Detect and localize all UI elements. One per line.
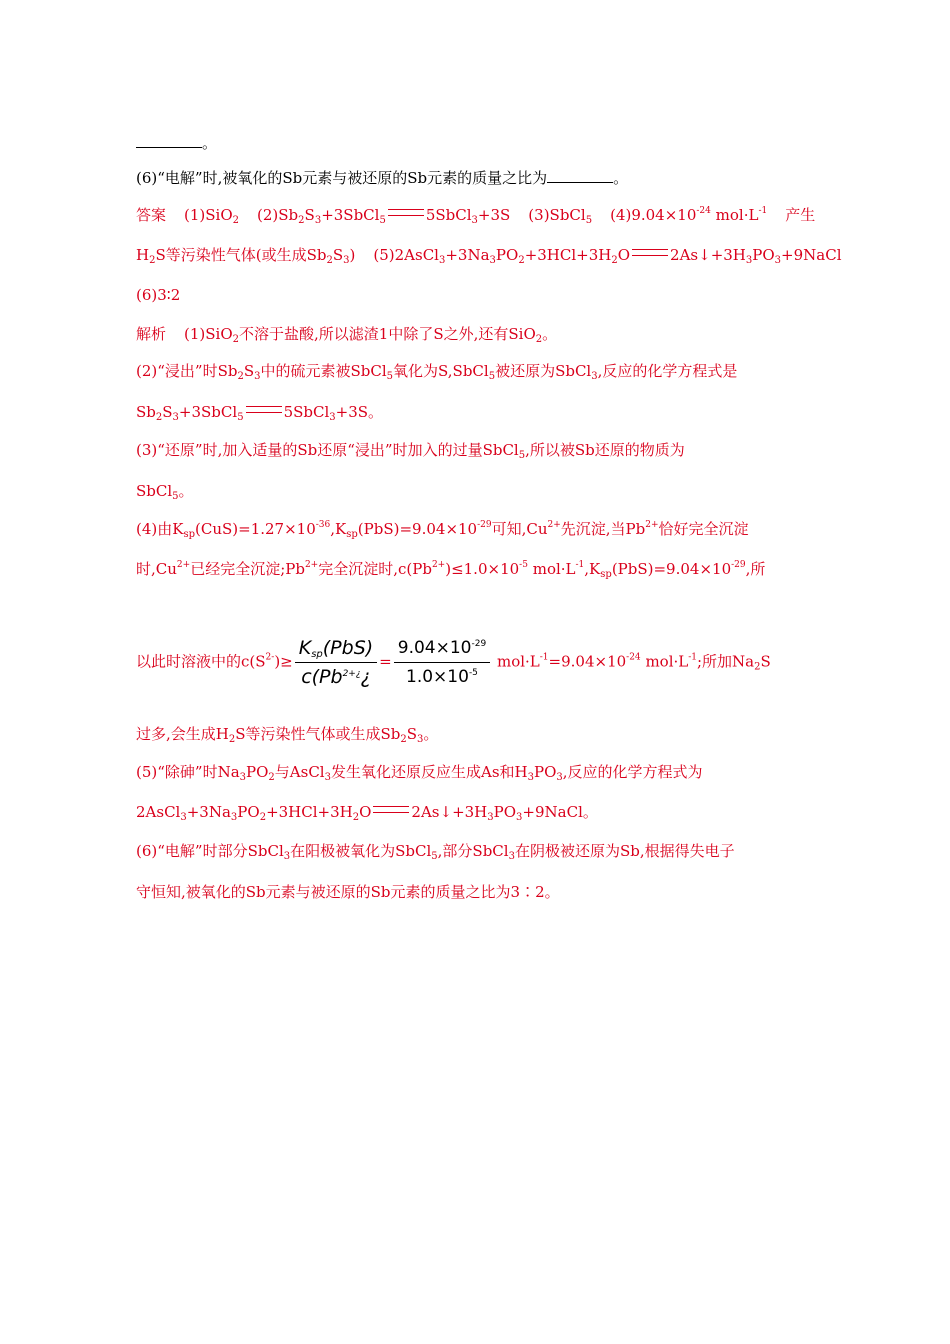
analysis-5-line-1 (136, 762, 703, 782)
analysis-text: 。 (178, 482, 194, 500)
analysis-text: ,K (330, 520, 347, 538)
analysis-text: 时,Cu (136, 560, 177, 578)
answer-text: (6)3∶2 (136, 286, 181, 304)
subscript: 3 (471, 215, 478, 226)
subscript: 2 (268, 772, 275, 783)
analysis-4-line-1 (136, 519, 749, 539)
analysis-2-line-1 (136, 361, 737, 381)
superscript: -24 (696, 206, 711, 216)
answer-text: (4)9.04×10 (610, 206, 697, 224)
subscript: 3 (239, 772, 247, 783)
subscript: 3 (324, 772, 331, 783)
answer-text: (5)2AsCl (373, 246, 439, 264)
question-6 (136, 168, 628, 188)
superscript: -1 (575, 560, 585, 570)
ksp-argument: (PbS) (322, 637, 374, 659)
analysis-text: Sb (136, 403, 156, 421)
analysis-text: S (162, 403, 173, 421)
ksp-fraction (295, 636, 377, 689)
value-fraction (394, 636, 490, 689)
analysis-text: 过多,会生成H (136, 725, 229, 743)
subscript: 2 (535, 334, 543, 345)
subscript: 2 (232, 334, 240, 345)
answer-blank (136, 133, 202, 148)
analysis-text: 2As↓+3H (411, 803, 488, 821)
subscript: 3 (283, 851, 291, 862)
analysis-text: (5)“除砷”时Na (136, 763, 240, 781)
analysis-text: 中的硫元素被SbCl (260, 362, 387, 380)
superscript: -29 (471, 639, 487, 649)
subscript: sp (311, 649, 323, 660)
answer-text: +3HCl+3H (524, 246, 612, 264)
superscript: -29 (477, 520, 492, 530)
ksp-symbol: K (298, 637, 312, 659)
subscript: 5 (172, 491, 179, 502)
analysis-text: (4)由K (136, 520, 184, 538)
analysis-text: =9.04×10 (548, 652, 627, 671)
subscript: 3 (556, 772, 563, 783)
superscript: 2+¿ (342, 669, 361, 679)
subscript: 2 (259, 812, 267, 823)
analysis-text: 可知,Cu (491, 520, 548, 538)
subscript: 2 (149, 255, 156, 266)
superscript: -5 (519, 560, 528, 570)
analysis-text: +3S。 (335, 403, 384, 421)
analysis-text: 完全沉淀时,c(Pb (318, 560, 432, 578)
subscript: sp (183, 529, 196, 540)
superscript: 2+ (431, 560, 446, 570)
answer-text: (3)SbCl (528, 206, 586, 224)
analysis-text: (3)“还原”时,加入适量的Sb还原“浸出”时加入的过量SbCl (136, 441, 519, 459)
subscript: 2 (611, 255, 618, 266)
subscript: 2 (237, 371, 244, 382)
subscript: 3 (172, 412, 179, 423)
subscript: 3 (527, 772, 534, 783)
superscript: 2+ (304, 560, 319, 570)
superscript: 2+ (176, 560, 191, 570)
analysis-text: mol·L (532, 560, 576, 578)
reaction-equals-sign (632, 249, 668, 256)
subscript: sp (346, 529, 358, 540)
subscript: 2 (352, 812, 360, 823)
answer-text: +3Na (445, 246, 490, 264)
analysis-text: PO (237, 803, 260, 821)
analysis-4-line-2 (136, 559, 765, 579)
subscript: 3 (254, 371, 261, 382)
analysis-text: 被还原为SbCl (495, 362, 592, 380)
subscript: 3 (591, 371, 598, 382)
subscript: 2 (228, 734, 236, 745)
analysis-text: SbCl (136, 482, 173, 500)
answer-text: H (136, 246, 150, 264)
analysis-text: (PbS)=9.04×10 (611, 560, 732, 578)
analysis-text: PO (493, 803, 517, 821)
answer-label: 答案 (136, 206, 167, 224)
answer-text: +3S (477, 206, 511, 224)
analysis-text: 已经完全沉淀;Pb (190, 560, 305, 578)
subscript: 3 (745, 255, 753, 266)
analysis-text: +3SbCl (178, 403, 238, 421)
analysis-text: )≤1.0×10 (445, 560, 520, 578)
subscript: 3 (438, 255, 446, 266)
analysis-text: ,反应的化学方程式是 (597, 362, 738, 380)
analysis-text: (6)“电解”时部分SbCl (136, 842, 284, 860)
subscript: 3 (774, 255, 782, 266)
answer-text: PO (495, 246, 519, 264)
analysis-text: 。 (423, 725, 439, 743)
analysis-text: +3Na (186, 803, 231, 821)
analysis-text: 在阳极被氧化为SbCl (290, 842, 432, 860)
answer-line-2 (136, 245, 842, 265)
answer-text: +3SbCl (321, 206, 380, 224)
concentration-text: ¿ (360, 666, 371, 688)
answer-text: +9NaCl (781, 246, 842, 264)
answer-line-3 (136, 285, 180, 305)
analysis-text: +9NaCl。 (522, 803, 598, 821)
subscript: 3 (508, 851, 515, 862)
superscript: 2+ (645, 520, 659, 530)
analysis-text: mol·L (496, 652, 540, 671)
analysis-text: 与AsCl (274, 763, 325, 781)
fraction-numerator (394, 636, 490, 663)
fraction-denominator (394, 663, 490, 689)
analysis-4-line-3 (136, 636, 771, 689)
superscript: -36 (315, 520, 331, 530)
answer-text: O (617, 246, 631, 264)
subscript: 3 (487, 812, 494, 823)
analysis-text: ,所 (745, 560, 766, 578)
analysis-text: 守恒知,被氧化的Sb元素与被还原的Sb元素的质量之比为3∶2。 (136, 883, 560, 901)
analysis-text: 以此时溶液中的c(S (136, 652, 266, 671)
subscript: 5 (386, 371, 394, 382)
subscript: 5 (379, 215, 386, 226)
subscript: 3 (180, 812, 187, 823)
subscript: 2 (232, 215, 240, 226)
answer-text: (2)Sb (257, 206, 299, 224)
analysis-text: ,所以被Sb还原的物质为 (525, 441, 685, 459)
equals-sign: = (379, 652, 392, 671)
analysis-text: ,反应的化学方程式为 (562, 763, 703, 781)
value-text: 1.0×10 (406, 667, 469, 687)
analysis-6-line-1 (136, 841, 735, 861)
subscript: 3 (329, 412, 336, 423)
analysis-text: )≥ (274, 652, 293, 671)
analysis-text: 不溶于盐酸,所以滤渣1中除了S之外,还有SiO (239, 325, 536, 343)
answer-text: ) (349, 246, 356, 264)
analysis-text: S (406, 725, 418, 743)
superscript: -5 (468, 668, 478, 678)
analysis-text: 在阴极被还原为Sb,根据得失电子 (514, 842, 735, 860)
period: 。 (613, 169, 629, 187)
analysis-text: 5SbCl (283, 403, 330, 421)
superscript: 2+ (547, 520, 561, 530)
answer-line-1 (136, 205, 815, 225)
analysis-text: 氧化为S,SbCl (393, 362, 489, 380)
subscript: 2 (155, 412, 163, 423)
subscript: 3 (516, 812, 523, 823)
analysis-text: 2AsCl (136, 803, 181, 821)
subscript: 3 (314, 215, 322, 226)
q5-answer-line (136, 133, 217, 153)
analysis-text: mol·L (645, 652, 689, 671)
answer-text: 5SbCl (425, 206, 472, 224)
analysis-text: 恰好完全沉淀 (658, 520, 749, 538)
analysis-text: ,部分SbCl (437, 842, 509, 860)
superscript: -1 (539, 652, 549, 663)
subscript: 2 (518, 255, 525, 266)
analysis-4-line-4 (136, 724, 438, 744)
analysis-text: 发生氧化还原反应生成As和H (330, 763, 528, 781)
analysis-label: 解析 (136, 325, 167, 343)
analysis-text: O (359, 803, 372, 821)
analysis-3-line-2 (136, 481, 194, 501)
subscript: 5 (585, 215, 593, 226)
period: 。 (202, 134, 218, 152)
subscript: 5 (488, 371, 496, 382)
fraction-numerator (295, 636, 377, 663)
answer-text: S (332, 246, 344, 264)
analysis-text: (1)SiO (184, 325, 233, 343)
answer-text: mol·L (715, 206, 759, 224)
analysis-text: ,K (584, 560, 601, 578)
answer-text: (1)SiO (184, 206, 233, 224)
superscript: 2- (265, 652, 275, 663)
concentration-text: c(Pb (301, 666, 343, 688)
analysis-6-line-2 (136, 882, 560, 902)
analysis-3-line-1 (136, 440, 685, 460)
analysis-text: S等污染性气体或生成Sb (235, 725, 401, 743)
subscript: 5 (237, 412, 244, 423)
subscript: 3 (489, 255, 496, 266)
answer-text: 产生 (785, 206, 816, 224)
analysis-text: S (760, 652, 771, 671)
subscript: 2 (298, 215, 305, 226)
analysis-2-line-2 (136, 402, 383, 422)
subscript: 2 (400, 734, 407, 745)
analysis-text: S (243, 362, 255, 380)
analysis-text: (2)“浸出”时Sb (136, 362, 238, 380)
subscript: 3 (230, 812, 238, 823)
fraction-denominator (295, 663, 377, 689)
analysis-text: 。 (542, 325, 558, 343)
question-6-text: (6)“电解”时,被氧化的Sb元素与被还原的Sb元素的质量之比为 (136, 169, 548, 187)
answer-text: S等污染性气体(或生成Sb (155, 246, 327, 264)
superscript: -1 (758, 206, 768, 216)
reaction-equals-sign (388, 209, 424, 216)
subscript: 5 (518, 450, 526, 461)
analysis-text: ;所加Na (697, 652, 755, 671)
answer-blank (547, 168, 613, 183)
answer-text: S (304, 206, 315, 224)
superscript: -29 (731, 560, 746, 570)
subscript: 2 (326, 255, 333, 266)
analysis-1 (136, 324, 557, 344)
analysis-text: PO (246, 763, 269, 781)
subscript: 2 (754, 661, 761, 673)
subscript: 5 (431, 851, 438, 862)
answer-text: PO (752, 246, 775, 264)
subscript: 3 (417, 734, 424, 745)
answer-text: 2As↓+3H (670, 246, 746, 264)
subscript: 3 (343, 255, 350, 266)
analysis-text: PO (533, 763, 557, 781)
superscript: -1 (688, 652, 697, 663)
analysis-5-line-2 (136, 802, 598, 822)
value-text: 9.04×10 (397, 638, 472, 658)
analysis-text: +3HCl+3H (266, 803, 353, 821)
reaction-equals-sign (373, 806, 409, 813)
analysis-text: (CuS)=1.27×10 (195, 520, 316, 538)
reaction-equals-sign (246, 406, 282, 413)
superscript: -24 (626, 652, 641, 663)
analysis-text: (PbS)=9.04×10 (357, 520, 478, 538)
subscript: sp (600, 569, 612, 580)
analysis-text: 先沉淀,当Pb (560, 520, 646, 538)
